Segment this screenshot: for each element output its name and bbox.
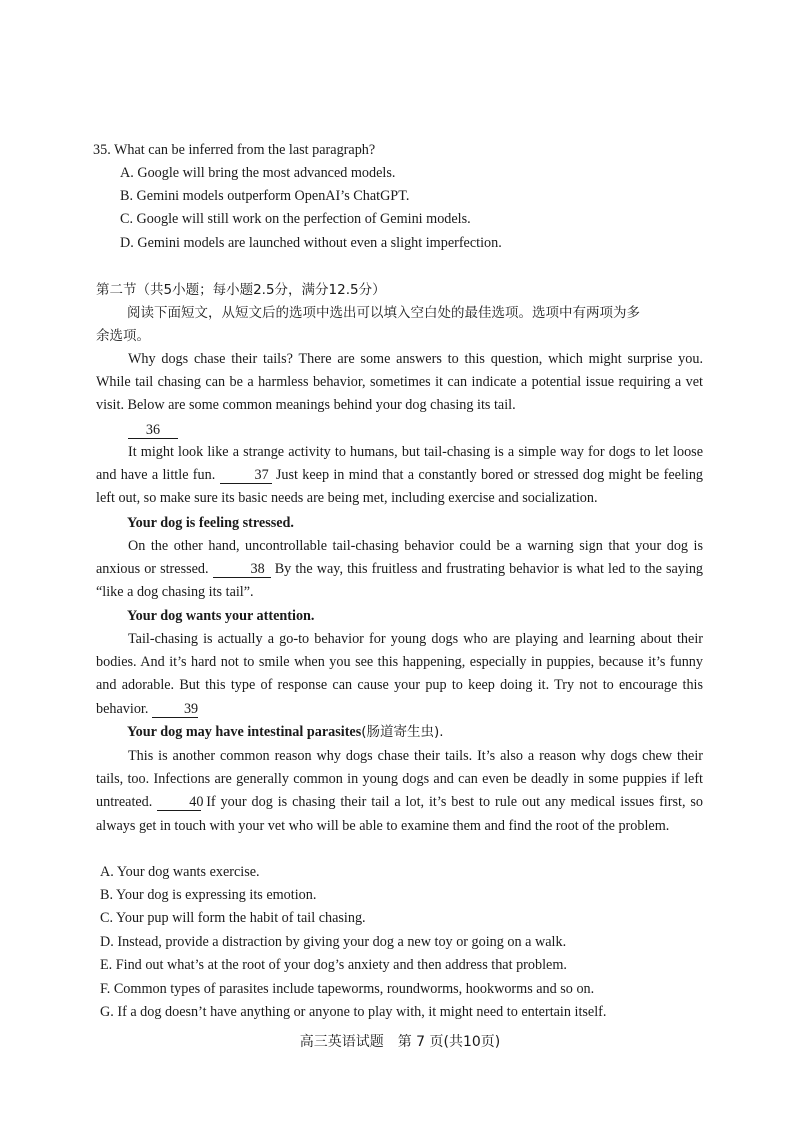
q35-option-c: C. Google will still work on the perfection of Gemini models. — [120, 211, 471, 227]
answer-option-f: F. Common types of parasites include tapeworms, roundworms, hookworms and so on. — [100, 981, 595, 997]
answer-option-e: E. Find out what’s at the root of your dog’s anxiety and then address that problem. — [100, 957, 567, 973]
q35-option-b: B. Gemini models outperform OpenAI’s ChatGPT. — [120, 188, 410, 204]
passage-paragraph-4 — [96, 745, 703, 838]
heading-parasites-cn: (肠道寄生虫). — [361, 724, 444, 740]
section-title: 第二节（共5小题；每小题2.5分，满分12.5分） — [96, 282, 386, 298]
p2-text-b: By the way, this fruitless and frustrating behavior is what led to the saying “like a dog chasing its tail”. — [96, 561, 704, 601]
heading-stressed: Your dog is feeling stressed. — [127, 515, 294, 531]
blank-38: 38 — [213, 561, 271, 578]
page-footer: 高三英语试题 第 7 页(共10页) — [299, 1034, 501, 1050]
section-instruction-2: 余选项。 — [96, 328, 150, 344]
blank-40: 40 — [157, 794, 201, 811]
heading-parasites — [127, 722, 444, 742]
question-35-stem: 35. What can be inferred from the last paragraph? — [93, 142, 376, 158]
passage-paragraph-3 — [96, 628, 703, 721]
q35-option-d: D. Gemini models are launched without even a slight imperfection. — [120, 235, 502, 251]
passage-paragraph-2 — [96, 535, 703, 605]
passage-intro: Why dogs chase their tails? There are some answers to this question, which might surprise you. While tail chasing can be a harmless behavior, sometimes it can indicate a potential issue requiring a vet visit. Below are some common meanings behind your dog chasing its tail. — [96, 351, 703, 414]
p1-text-a: It might look like a strange activity to humans, but tail-chasing is a simple way for dogs to let loose and have a little fun. — [96, 444, 703, 484]
answer-option-a: A. Your dog wants exercise. — [100, 864, 260, 880]
section-instruction-1: 阅读下面短文，从短文后的选项中选出可以填入空白处的最佳选项。选项中有两项为多 — [127, 305, 640, 321]
blank-36-line — [128, 420, 178, 440]
blank-37: 37 — [220, 467, 272, 484]
p4-text-b: If your dog is chasing their tail a lot, it’s best to rule out any medical issues first, so always get in touch with your vet who will be able to examine them and find the root of the problem. — [96, 794, 704, 834]
heading-parasites-text: Your dog may have intestinal parasites — [127, 724, 362, 740]
answer-option-b: B. Your dog is expressing its emotion. — [100, 887, 317, 903]
heading-attention: Your dog wants your attention. — [127, 608, 315, 624]
blank-39: 39 — [152, 701, 198, 718]
answer-option-g: G. If a dog doesn’t have anything or anyone to play with, it might need to entertain itself. — [100, 1004, 607, 1020]
answer-option-c: C. Your pup will form the habit of tail chasing. — [100, 910, 366, 926]
blank-36: 36 — [128, 422, 178, 439]
p2-text-a: On the other hand, uncontrollable tail-chasing behavior could be a warning sign that your dog is anxious or stressed. — [96, 538, 703, 578]
p1-text-b: Just keep in mind that a constantly bored or stressed dog might be feeling left out, so make sure its basic needs are being met, including exercise and socialization. — [96, 467, 704, 507]
answer-option-d: D. Instead, provide a distraction by giving your dog a new toy or going on a walk. — [100, 934, 567, 950]
p3-text: Tail-chasing is actually a go-to behavior for young dogs who are playing and learning about their bodies. And it’s hard not to smile when you see this happening, especially in puppies, because it’s funny and adorable. But this type of response can cause your pup to keep doing it. Try not to encourage this behavior. — [96, 631, 703, 717]
p4-text-a: This is another common reason why dogs chase their tails. It’s also a reason why dogs chew their tails, too. Infections are generally common in young dogs and can even be deadly in some puppies if left untreated. — [96, 748, 703, 811]
passage-paragraph-1 — [96, 441, 703, 511]
q35-option-a: A. Google will bring the most advanced models. — [120, 165, 396, 181]
